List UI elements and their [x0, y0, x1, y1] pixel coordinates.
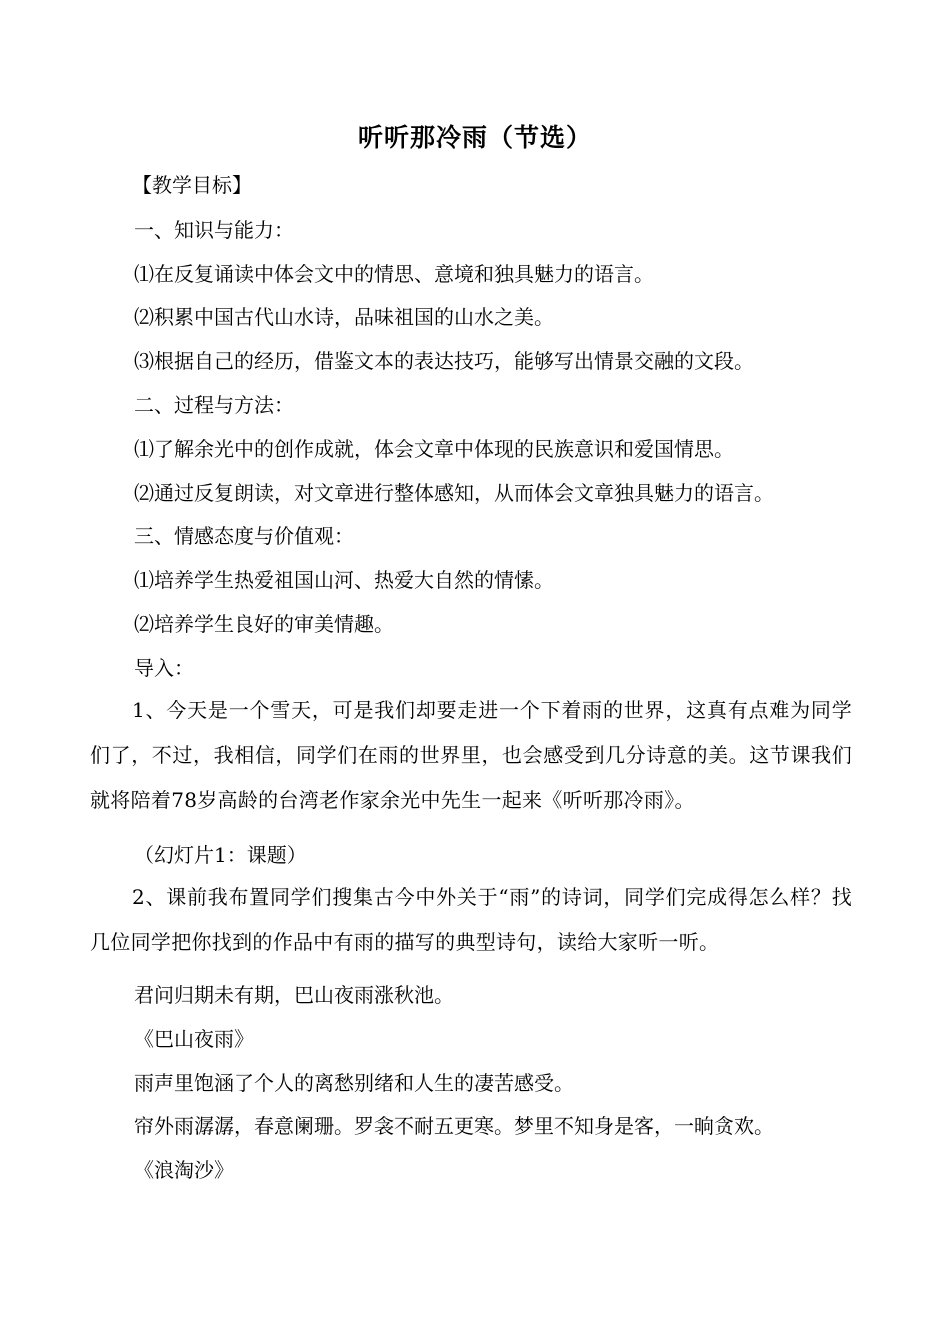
- process-item-2: ⑵通过反复朗读，对文章进行整体感知，从而体会文章独具魅力的语言。: [134, 481, 774, 505]
- emotion-item-1: ⑴培养学生热爱祖国山河、热爱大自然的情愫。: [134, 568, 554, 592]
- emotion-heading: 三、情感态度与价值观：: [134, 524, 354, 548]
- process-item-1: ⑴了解余光中的创作成就，体会文章中体现的民族意识和爱国情思。: [134, 437, 734, 461]
- poem-1-line: 君问归期未有期，巴山夜雨涨秋池。: [134, 983, 454, 1007]
- emotion-item-2: ⑵培养学生良好的审美情趣。: [134, 612, 394, 636]
- teaching-goals-heading: 【教学目标】: [132, 173, 252, 197]
- knowledge-item-3: ⑶根据自己的经历，借鉴文本的表达技巧，能够写出情景交融的文段。: [134, 349, 754, 373]
- knowledge-item-2: ⑵积累中国古代山水诗，品味祖国的山水之美。: [134, 305, 554, 329]
- knowledge-item-1: ⑴在反复诵读中体会文中的情思、意境和独具魅力的语言。: [134, 262, 654, 286]
- intro-paragraph-1: 1、今天是一个雪天，可是我们却要走进一个下着雨的世界，这真有点难为同学们了，不过，我相信，同学们在雨的世界里，也会感受到几分诗意的美。这节课我们就将陪着78岁高龄的台湾老作家余光中先生一起来《听听那冷雨》。: [90, 698, 852, 812]
- poem-1-comment: 雨声里饱涵了个人的离愁别绪和人生的凄苦感受。: [134, 1071, 574, 1095]
- slide-note: （幻灯片1：课题）: [134, 843, 307, 867]
- page-title: 听听那冷雨（节选）: [357, 123, 592, 152]
- poem-1-title: 《巴山夜雨》: [134, 1027, 254, 1051]
- poem-2-line: 帘外雨潺潺，春意阑珊。罗衾不耐五更寒。梦里不知身是客，一晌贪欢。: [134, 1114, 774, 1138]
- knowledge-heading: 一、知识与能力：: [134, 218, 294, 242]
- intro-paragraph-2: 2、课前我布置同学们搜集古今中外关于“雨”的诗词，同学们完成得怎么样？找几位同学把你找到的作品中有雨的描写的典型诗句，读给大家听一听。: [90, 885, 852, 954]
- poem-2-title: 《浪淘沙》: [134, 1158, 234, 1182]
- process-heading: 二、过程与方法：: [134, 393, 294, 417]
- intro-heading: 导入：: [134, 656, 194, 680]
